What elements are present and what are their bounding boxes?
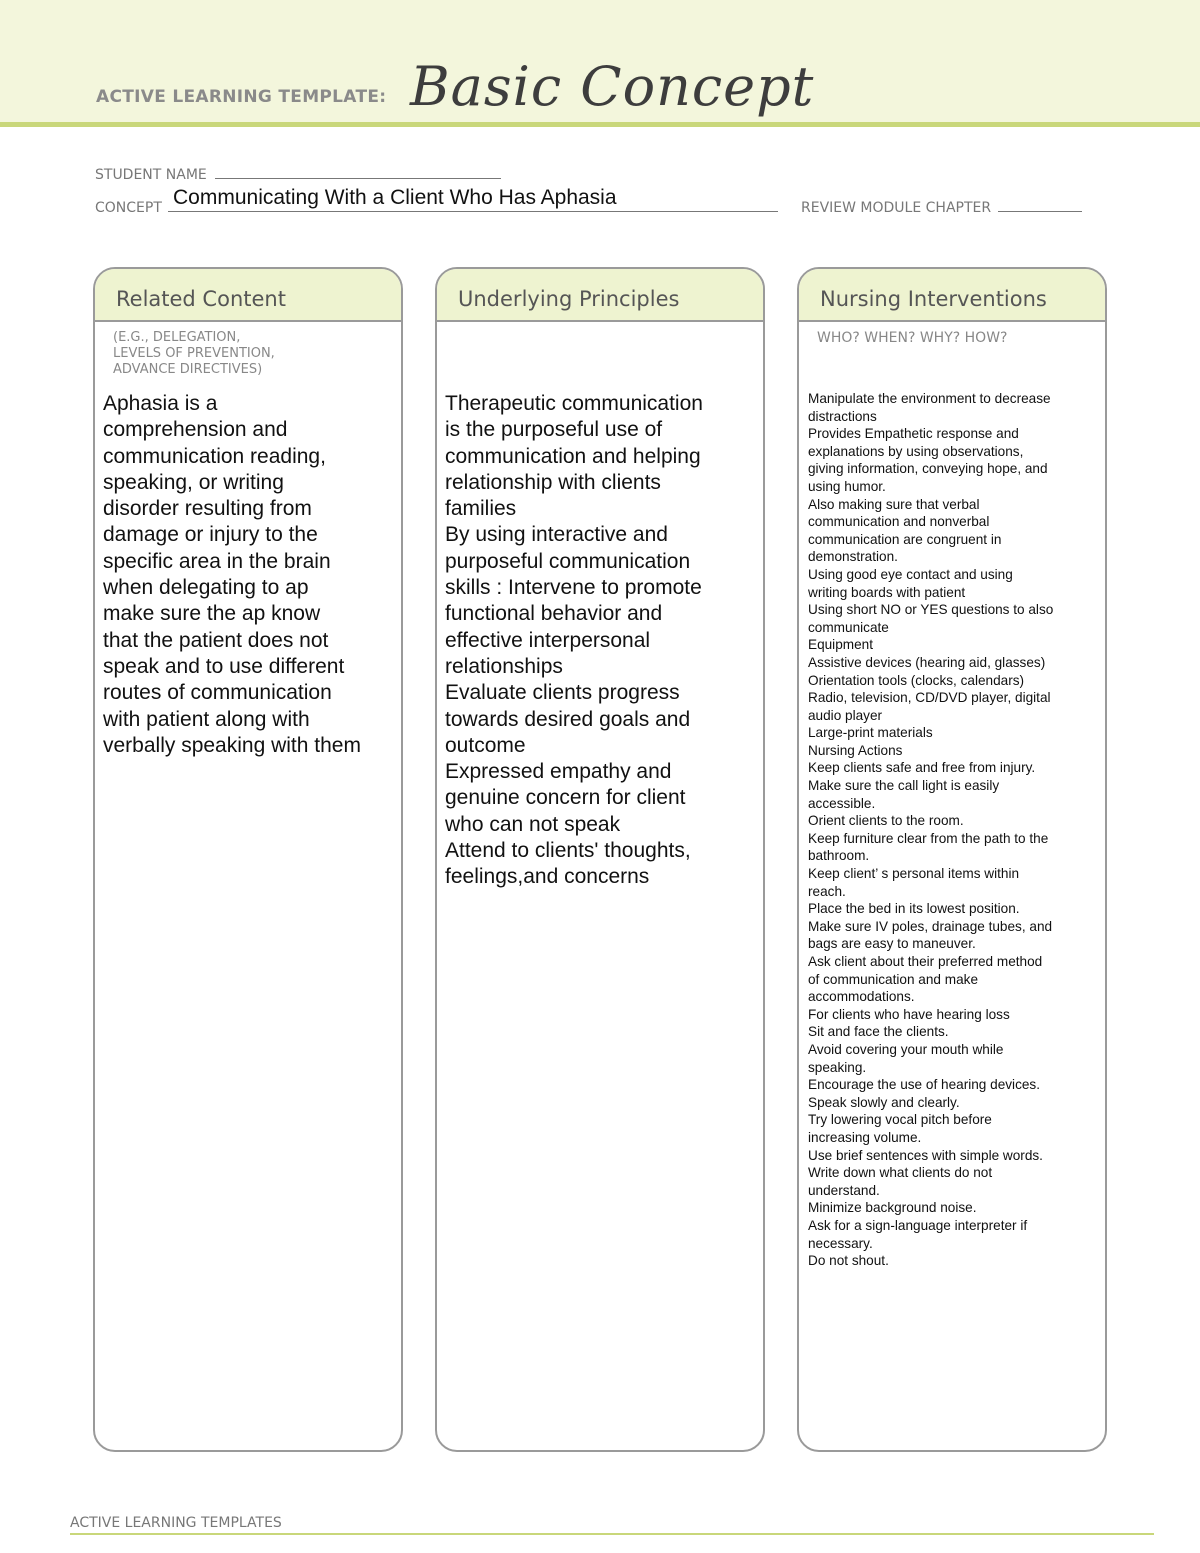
review-module-line[interactable] [998,199,1082,212]
header-divider [0,122,1200,127]
related-content-subtitle: (E.G., DELEGATION, LEVELS OF PREVENTION, ADVANCE DIRECTIVES) [113,330,275,377]
nursing-interventions-panel [797,267,1107,1452]
underlying-principles-text: Therapeutic communication is the purposeful use of communication and helping relationship with clients families By using interactive and purposeful communication skills : Intervene to promote functional behavior and effective interpersonal relationships Evaluate clients progress towards desired goals and outcome Expressed empathy and genuine concern for client who can not speak Attend to clients' thoughts, feelings,and concerns [445,392,703,889]
review-module-field[interactable] [801,199,1082,216]
nursing-interventions-subtitle: WHO? WHEN? WHY? HOW? [817,330,1008,346]
footer-divider [70,1533,1154,1535]
related-content-title: Related Content [95,269,401,322]
page-title: Basic Concept [410,55,815,118]
student-name-line[interactable] [215,166,501,179]
footer-label: ACTIVE LEARNING TEMPLATES [70,1515,282,1531]
student-name-label: STUDENT NAME [95,167,207,183]
underlying-principles-panel [435,267,765,1452]
review-module-label: REVIEW MODULE CHAPTER [801,200,992,216]
related-content-panel [93,267,403,1452]
student-name-field[interactable] [95,166,501,183]
nursing-interventions-title: Nursing Interventions [799,269,1105,322]
underlying-principles-title: Underlying Principles [437,269,763,322]
template-label: ACTIVE LEARNING TEMPLATE: [96,87,387,107]
related-content-text: Aphasia is a comprehension and communication reading, speaking, or writing disorder resulting from damage or injury to the specific area in the brain when delegating to ap make sure the ap know that the patient does not speak and to use different routes of communication with patient along with verbally speaking with them [103,392,361,757]
concept-value: Communicating With a Client Who Has Aphasia [173,186,617,209]
nursing-interventions-text: Manipulate the environment to decrease distractions Provides Empathetic response and explanations by using observations, giving information, conveying hope, and using humor. Also making sure that verbal communication and nonverbal communication are congruent in demonstration. Using good eye contact and using writing boards with patient Using short NO or YES questions to also communicate Equipment Assistive devices (hearing aid, glasses) Orientation tools (clocks, calendars) Radio, television, CD/DVD player, digital audio player Large-print materials Nursing Actions Keep clients safe and free from injury. Make sure the call light is easily accessible. Orient clients to the room. Keep furniture clear from the path to the bathroom. Keep client’ s personal items within reach. Place the bed in its lowest position. Make sure IV poles, drainage tubes, and bags are easy to maneuver. Ask client about their preferred method of communication and make accommodations. For clients who have hearing loss Sit and face the clients. Avoid covering your mouth while speaking. Encourage the use of hearing devices. Speak slowly and clearly. Try lowering vocal pitch before increasing volume. Use brief sentences with simple words. Write down what clients do not understand. Minimize background noise. Ask for a sign-language interpreter if necessary. Do not shout. [808,391,1054,1269]
concept-label: CONCEPT [95,200,162,216]
